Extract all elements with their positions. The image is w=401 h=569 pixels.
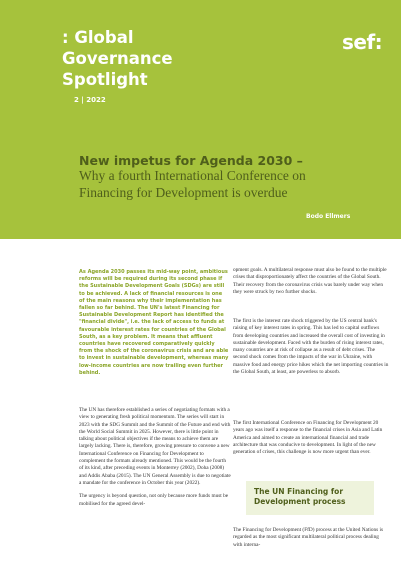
body-paragraph: The first International Conference on Financing for Development 20 years ago was itself a response to the financial crises in Asia and Latin America and aimed to create an international financial and trade architecture that was conducive to development. In light of the new generation of crises, this challenge is now more urgent than ever. <box>233 420 383 456</box>
author-name: Bodo Ellmers <box>306 213 351 220</box>
title-subtitle: Why a fourth International Conference on Financing for Development is overdue <box>79 168 306 200</box>
series-line-1: : Global <box>62 28 134 47</box>
sef-logo: sef: <box>342 30 383 54</box>
series-line-3: Spotlight <box>62 70 148 89</box>
issue-number: 2 | 2022 <box>74 96 106 104</box>
title-line-1: New impetus for Agenda 2030 – <box>79 153 303 168</box>
body-paragraph: The Financing for Development (FfD) process at the United Nations is regarded as the most significant multilateral political process dealing with interna- <box>233 527 384 548</box>
body-paragraph: The first is the interest rate shock triggered by the US central bank's raising of key interest rates in spring. This has led to capital outflows from developing countries and increased the overall cost of investing in sustainable development. Faced with the burden of rising interest rates, many countries are at risk of collapse as a result of debt crises. The second shock comes from the impacts of the war in Ukraine, with massive food and energy price hikes which the net importing countries in the Global South, at least, are powerless to absorb. <box>233 318 389 376</box>
body-column-left <box>79 407 231 514</box>
body-paragraph: The urgency is beyond question, not only because more funds must be mobilised for the agreed devel- <box>79 493 229 507</box>
series-title <box>62 27 173 90</box>
header-banner <box>0 0 401 239</box>
lead-paragraph: As Agenda 2030 passes its mid-way point, ambitious reforms will be required during its second phase if the Sustainable Development Goals (SDGs) are still to be achieved. A lack of financial resources is one of the main reasons why their implementation has fallen so far behind. The UN's latest Financing for Sustainable Development Report has identified the "financial divide", i.e. the lack of access to funds at favourable interest rates for countries of the Global South, as a key problem. It means that affluent countries have recovered comparatively quickly from the shock of the coronavirus crisis and are able to invest in sustainable development, whereas many low-income countries are now trailing even further behind. <box>79 269 229 376</box>
body-paragraph: opment goals. A multilateral response must also be found to the multiple crises that disproportionately affect the countries of the Global South. Their recovery from the coronavirus crisis was barely under way when they were struck by two further shocks. <box>233 267 387 295</box>
series-line-2: Governance <box>62 49 173 68</box>
body-paragraph: The UN has therefore established a series of negotiating formats with a view to generating fresh political momentum. The series will start in 2023 with the SDG Summit and the Summit of the Future and end with the World Social Summit in 2025. However, there is little point in talking about political objectives if the means to achieve them are largely lacking. There is, therefore, growing pressure to convene a new International Conference on Financing for Development to complement the formats already mentioned. This would be the fourth of its kind, after preceding events in Monterrey (2002), Doha (2008) and Addis Ababa (2015). The UN General Assembly is due to negotiate a mandate for the conference in October this year (2022). <box>79 407 231 486</box>
section-heading-box: The UN Financing for Development process <box>246 481 374 515</box>
